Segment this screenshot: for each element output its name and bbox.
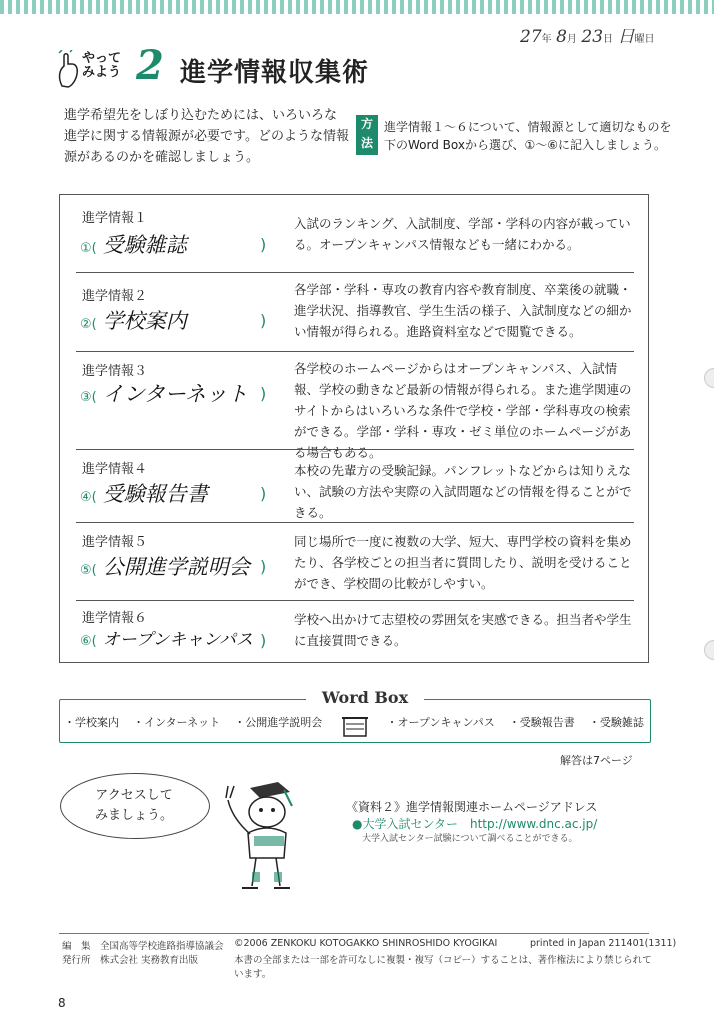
row-label: 進学情報２ <box>82 289 148 304</box>
date-field <box>520 22 705 47</box>
row-label: 進学情報３ <box>82 364 148 379</box>
footer-printed: printed in Japan 211401(1311) <box>530 938 677 949</box>
word-box-title: Word Box <box>306 688 424 707</box>
info-row-3 <box>60 352 648 460</box>
footer-publisher-name: 株式会社 実務教育出版 <box>100 955 199 966</box>
answer-close-paren: ) <box>260 235 267 254</box>
row-description: 各学部・学科・専攻の教育内容や教育制度、卒業後の就職・進学状況、指導教官、学生生活の様子、入試制度などの細かい情報が得られる。進路資料室などで閲覧できる。 <box>294 282 632 339</box>
date-month: 8 <box>556 27 567 47</box>
method-tag-line-1: 方 <box>360 117 373 131</box>
footer-divider <box>59 933 649 934</box>
badge-number: 2 <box>136 42 164 89</box>
row-label: 進学情報１ <box>82 211 148 226</box>
answer-close-paren: ) <box>260 311 267 330</box>
answer-page-note: 解答は7ページ <box>560 754 633 767</box>
row-label: 進学情報４ <box>82 462 148 477</box>
word-box-item: ・受験雑誌 <box>588 716 644 729</box>
date-weekday-unit: 曜日 <box>634 34 655 45</box>
lead-text: 進学希望先をしぼり込むためには、いろいろな進学に関する情報源が必要です。どのような情報源があるのかを確認しましょう。 <box>64 108 349 165</box>
footer-editor <box>62 938 224 952</box>
bubble-line-2: みましょう。 <box>94 808 173 823</box>
date-month-unit: 月 <box>566 34 577 45</box>
answer-field[interactable] <box>80 305 187 335</box>
lesson-badge <box>56 42 174 92</box>
method-tag <box>356 115 378 155</box>
word-box-item: ・学校案内 <box>64 716 119 729</box>
info-row-5 <box>60 523 648 601</box>
resource-link[interactable]: ●大学入試センター http://www.dnc.ac.jp/ <box>352 817 598 831</box>
answer-field[interactable] <box>80 551 250 581</box>
date-day-unit: 日 <box>603 34 614 45</box>
answer-close-paren: ) <box>260 484 267 503</box>
word-box-item: ・受験報告書 <box>508 716 575 729</box>
date-year: 27 <box>520 27 542 47</box>
footer-editor-name: 全国高等学校進路指導協議会 <box>100 941 224 952</box>
answer-close-paren: ) <box>260 631 267 650</box>
cat-mascot-illustration <box>212 778 312 898</box>
answer-marker: ①( <box>80 241 97 256</box>
word-box-item: ・公開進学説明会 <box>234 716 323 729</box>
resource-title: 《資料２》進学情報関連ホームページアドレス <box>346 800 598 814</box>
handwritten-answer: 学校案内 <box>102 309 187 333</box>
handwritten-answer: 公開進学説明会 <box>102 555 250 579</box>
bubble-line-1: アクセスして <box>95 788 173 803</box>
handwritten-answer: 受験雑誌 <box>102 233 187 257</box>
hand-pointing-icon <box>56 50 82 90</box>
handwritten-answer: インターネット <box>102 382 248 406</box>
info-row-6 <box>60 601 648 662</box>
badge-line-1: やって <box>82 51 122 66</box>
row-description: 入試のランキング、入試制度、学部・学科の内容が載っている。オープンキャンパス情報なども一緒にわかる。 <box>294 216 631 252</box>
answer-field[interactable] <box>80 478 208 508</box>
answer-marker: ③( <box>80 390 97 405</box>
badge-line-2: みよう <box>82 65 122 80</box>
answer-close-paren: ) <box>260 384 267 403</box>
binder-hole <box>704 368 714 388</box>
info-source-box <box>59 194 649 663</box>
page-number: 8 <box>58 996 66 1010</box>
answer-marker: ④( <box>80 490 97 505</box>
date-day: 23 <box>581 27 604 47</box>
answer-field[interactable] <box>80 378 248 408</box>
row-description: 各学校のホームページからはオープンキャンパス、入試情報、学校の動きなど最新の情報が得られる。また進学関連のサイトからはいろいろな条件で学校・学部・学科専攻の検索ができる。学部・学科・専攻・ゼミ単位のホームページがある場合もある。 <box>294 361 632 460</box>
word-box-item: ・インターネット <box>133 716 221 729</box>
row-description: 本校の先輩方の受験記録。パンフレットなどからは知りえない、試験の方法や実際の入試問題などの情報を得ることができる。 <box>294 463 632 520</box>
date-year-unit: 年 <box>541 34 552 45</box>
handwritten-answer: オープンキャンパス <box>102 630 254 650</box>
page-title: 進学情報収集術 <box>180 58 370 88</box>
answer-field[interactable] <box>80 229 187 259</box>
info-row-2 <box>60 273 648 352</box>
info-row-4 <box>60 450 648 523</box>
row-label: 進学情報６ <box>82 611 148 626</box>
row-label: 進学情報５ <box>82 535 148 550</box>
handwritten-answer: 受験報告書 <box>102 482 208 506</box>
footer-copyright: ©2006 ZENKOKU KOTOGAKKO SHINROSHIDO KYOGIKAI <box>234 938 498 949</box>
row-description: 学校へ出かけて志望校の雰囲気を実感できる。担当者や学生に直接質問できる。 <box>294 612 632 648</box>
footer-notice: 本書の全部または一部を許可なしに複製・複写（コピー）することは、著作権法により禁じられています。 <box>234 955 652 980</box>
footer-editor-label: 編 集 <box>62 941 91 952</box>
footer-publisher <box>62 952 198 966</box>
answer-close-paren: ) <box>260 557 267 576</box>
top-stripe <box>0 0 714 14</box>
row-description: 同じ場所で一度に複数の大学、短大、専門学校の資料を集めたり、各学校ごとの担当者に質問したり、説明を受けることができ、学校間の比較がしやすい。 <box>294 534 632 591</box>
resource-note: 大学入試センター試験について調べることができる。 <box>362 834 578 844</box>
answer-field[interactable] <box>80 625 253 650</box>
date-weekday: 日 <box>617 27 635 47</box>
word-box-item: ・オープンキャンパス <box>386 716 495 729</box>
footer-publisher-label: 発行所 <box>62 955 91 966</box>
method-tag-line-2: 法 <box>360 136 373 150</box>
method-text: 進学情報１〜６について、情報源として適切なものを下のWord Boxから選び、①〜⑥に記入しましょう。 <box>384 120 672 152</box>
answer-marker: ②( <box>80 317 97 332</box>
word-box-basket-icon <box>340 712 370 738</box>
binder-hole <box>704 640 714 660</box>
answer-marker: ⑥( <box>80 634 97 649</box>
speech-bubble-text <box>60 786 208 826</box>
info-row-1 <box>60 195 648 273</box>
answer-marker: ⑤( <box>80 563 97 578</box>
